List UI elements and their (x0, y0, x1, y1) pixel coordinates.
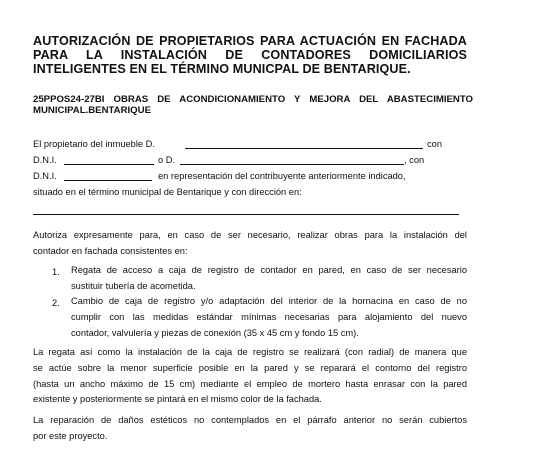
dni-label-1: D.N.I. (33, 155, 57, 165)
title-line-3: INTELIGENTES EN EL TÉRMINO MUNICPAL DE BENTARIQUE. (33, 62, 411, 76)
dni-field-2[interactable] (64, 180, 152, 181)
item-2-line-1: Cambio de caja de registro y/o adaptación del interior de la hornacina en caso de no (71, 296, 467, 306)
dni-field-1[interactable] (64, 164, 154, 165)
authorization-paragraph (33, 228, 467, 260)
title-line-1: AUTORIZACIÓN DE PROPIETARIOS PARA ACTUACIÓN EN FACHADA (33, 34, 467, 48)
owner-label: El propietario del inmueble D. (33, 139, 155, 149)
item-1-text (71, 263, 467, 295)
title-line-2: PARA LA INSTALACIÓN DE CONTADORES DOMICILIARIOS (33, 48, 467, 62)
subtitle-line-1: 25PPOS24-27BI OBRAS DE ACONDICIONAMIENTO Y MEJORA DEL ABASTECIMIENTO (33, 94, 473, 105)
item-2-line-2: cumplir con las medidas estándar mínimas necesarias para alojamiento del nuevo (71, 311, 467, 322)
con-label: , con (404, 155, 425, 165)
document-title (33, 34, 467, 76)
situated-text: situado en el término municipal de Bentarique y con dirección en: (33, 187, 302, 197)
damage-line-2: por este proyecto. (33, 430, 108, 441)
owner-name-field[interactable] (185, 148, 423, 149)
damage-paragraph (33, 413, 467, 445)
regata-line-1: La regata así como la instalación de la caja de registro se realizará (con radial) de manera que (33, 347, 467, 357)
project-subtitle (33, 95, 473, 116)
item-2-line-3: contador, valvulería y piezas de conexión (35 x 45 cm y fondo 15 cm). (71, 327, 359, 338)
regata-line-2: se actúe sobre la menor superficie posible en la pared y se reparará el contorno del registro (33, 362, 467, 373)
representative-name-field[interactable] (180, 164, 404, 165)
authorization-line-2: contador en fachada consistentes en: (33, 245, 188, 256)
regata-line-4: existente y posteriormente se pintará en el mismo color de la fachada. (33, 394, 322, 405)
owner-suffix: con (427, 139, 442, 149)
dni-label-2: D.N.I. (33, 171, 57, 181)
item-1-line-1: Regata de acceso a caja de registro de contador en pared, en caso de ser necesario (71, 265, 467, 275)
authorization-line-1: Autoriza expresamente para, en caso de ser necesario, realizar obras para la instalación del (33, 230, 467, 240)
damage-line-1: La reparación de daños estéticos no contemplados en el párrafo anterior no serán cubiertos (33, 415, 467, 425)
representation-text: en representación del contribuyente anteriormente indicado, (158, 171, 406, 181)
item-2-text (71, 294, 467, 341)
item-1-line-2: sustituir tubería de acometida. (71, 280, 196, 291)
subtitle-line-2: MUNICIPAL.BENTARIQUE (33, 104, 151, 116)
regata-line-3: (hasta un ancho máximo de 15 cm) mediante el empleo de mortero hasta enrasar con la pared (33, 378, 467, 389)
item-2-number: 2. (52, 298, 60, 308)
o-d-label: o D. (158, 155, 176, 165)
regata-paragraph (33, 345, 467, 408)
address-field[interactable] (33, 214, 459, 215)
item-1-number: 1. (52, 267, 60, 277)
